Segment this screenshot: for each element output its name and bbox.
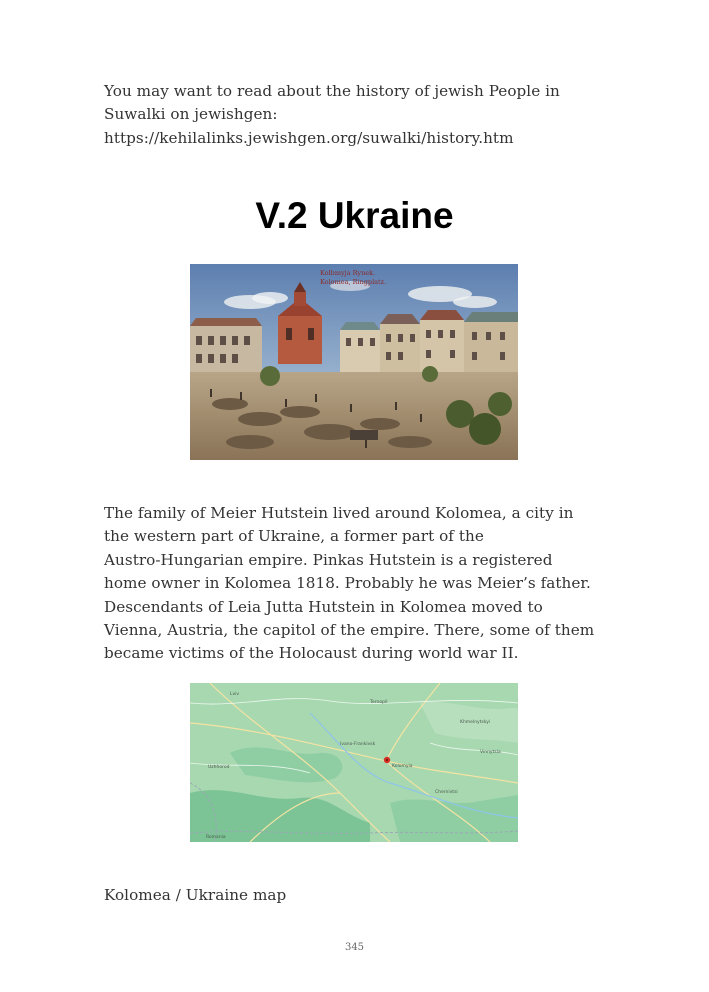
body-line: Descendants of Leia Jutta Hutstein in Kolomea moved to bbox=[104, 597, 543, 616]
kolomea-postcard-image bbox=[190, 264, 518, 460]
section-heading: V.2 Ukraine bbox=[255, 195, 454, 236]
map-label: Ivano-Frankivsk bbox=[340, 742, 376, 747]
body-paragraph bbox=[104, 502, 604, 666]
kolomea-map-image bbox=[190, 683, 518, 842]
map-label: Lviv bbox=[230, 692, 240, 697]
map-label: Kolomyia bbox=[392, 764, 413, 769]
map-caption: Kolomea / Ukraine map bbox=[104, 886, 287, 904]
map-label: Chernivtsi bbox=[435, 790, 458, 795]
intro-paragraph bbox=[104, 80, 604, 150]
map-label: Romania bbox=[206, 835, 226, 840]
page-number: 345 bbox=[344, 942, 365, 953]
body-line: became victims of the Holocaust during world war II. bbox=[104, 644, 519, 663]
body-line: the western part of Ukraine, a former part of the bbox=[104, 527, 484, 546]
map-pin-icon bbox=[384, 757, 390, 763]
map-label: Ternopil bbox=[370, 700, 388, 705]
intro-line-1: You may want to read about the history of jewish People in bbox=[104, 82, 560, 100]
body-line: home owner in Kolomea 1818. Probably he was Meier’s father. bbox=[104, 574, 591, 593]
body-line: Austro-Hungarian empire. Pinkas Hutstein is a registered bbox=[104, 550, 553, 569]
map-label: Khmelnytskyi bbox=[460, 720, 491, 725]
postcard-caption-1: Kolbmyja Rynek. bbox=[320, 269, 376, 277]
body-line: Vienna, Austria, the capitol of the empire. There, some of them bbox=[104, 621, 595, 640]
map-label: Uzhhorod bbox=[208, 765, 230, 770]
body-line: The family of Meier Hutstein lived around Kolomea, a city in bbox=[104, 504, 574, 522]
postcard-caption-2: Kolomea, Ringplatz. bbox=[320, 278, 387, 286]
intro-url-link[interactable]: https://kehilalinks.jewishgen.org/suwalki/history.htm bbox=[104, 128, 514, 147]
intro-line-2: Suwalki on jewishgen: bbox=[104, 105, 278, 124]
map-label: Vinnytsia bbox=[480, 750, 501, 755]
